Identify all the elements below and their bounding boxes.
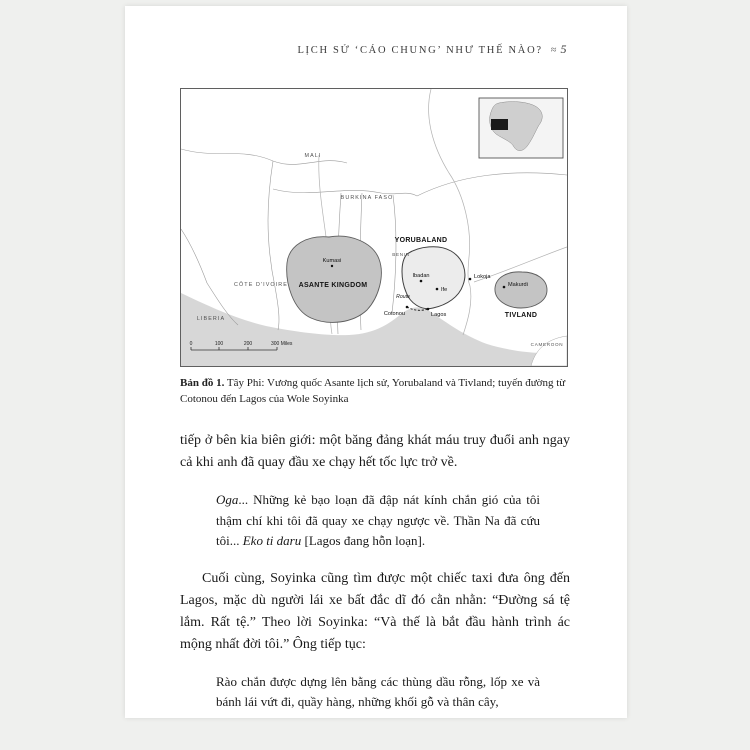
makurdi-dot <box>503 286 506 289</box>
ife-dot <box>436 288 439 291</box>
asante-region <box>287 236 382 322</box>
label-cotonou: Cotonou <box>383 311 405 317</box>
map-caption <box>180 376 568 407</box>
kumasi-dot <box>331 265 333 267</box>
paragraph-continuation: tiếp ở bên kia biên giới: một băng đảng khát máu truy đuổi anh ngay cả khi anh đã quay đầu xe chạy hết tốc lực trở về. <box>180 433 570 470</box>
scale-300-miles: 300 Miles <box>271 341 293 347</box>
yorubaland-region <box>402 247 465 309</box>
label-yorubaland: YORUBALAND <box>394 237 448 244</box>
label-lokoja: Lokoja <box>474 274 491 280</box>
label-liberia: LIBERIA <box>196 316 226 322</box>
label-cameroon: CAMEROON <box>530 342 564 347</box>
label-ibadan: Ibadan <box>412 273 430 279</box>
ibadan-dot <box>420 280 423 283</box>
label-tivland: TIVLAND <box>504 312 538 319</box>
blockquote-soyinka-2: Rào chắn được dựng lên bằng các thùng dầu rỗng, lốp xe và bánh lái vứt đi, quầy hàng, những khối gỗ và thân cây, <box>216 673 540 709</box>
label-lagos: Lagos <box>431 312 447 318</box>
lagos-dot <box>427 308 430 311</box>
label-ife: Ife <box>441 287 448 293</box>
cotonou-dot <box>406 306 409 309</box>
caption-text: Tây Phi: Vương quốc Asante lịch sử, Yorubaland và Tivland; tuyến đường từ Cotonou đến Lagos của Wole Soyinka <box>180 377 566 405</box>
label-mali: MALI <box>304 153 322 159</box>
map-figure <box>180 88 568 407</box>
tivland-region <box>495 272 547 308</box>
running-header <box>180 42 567 57</box>
lokoja-dot <box>469 278 472 281</box>
body-text <box>180 430 570 729</box>
label-route: Route <box>396 294 410 300</box>
label-benin: BENIN <box>392 252 410 257</box>
inset-map <box>479 98 563 158</box>
paragraph-main: Cuối cùng, Soyinka cũng tìm được một chiếc taxi đưa ông đến Lagos, mặc dù người lái xe bất đắc dĩ đó cằn nhằn: “Đường sá tệ lắm. Rất tệ.” Theo lời Soyinka: “Và thế là bắt đầu hành trình ác mộng nhất đời tôi.” Ông tiếp tục: <box>180 570 570 652</box>
page-number: 5 <box>560 42 567 56</box>
inset-highlight <box>491 119 508 130</box>
label-kumasi: Kumasi <box>322 258 342 264</box>
label-cote-divoire: CÔTE D'IVOIRE <box>234 282 288 288</box>
header-separator: ≈ <box>550 45 557 56</box>
book-page <box>125 6 627 718</box>
cameroon-land <box>531 336 567 366</box>
header-title: LỊCH SỬ ‘CÁO CHUNG’ NHƯ THẾ NÀO? <box>297 45 543 56</box>
west-africa-map <box>180 88 568 367</box>
blockquote-soyinka-1: Oga... Những kẻ bạo loạn đã đập nát kính chắn gió của tôi thậm chí khi tôi đã quay xe chạy ngược về. Thần Na đã cứu tôi... Eko ti daru [Lagos đang hỗn loạn]. <box>216 492 540 548</box>
scale-0: 0 <box>189 341 193 347</box>
label-burkina-faso: BURKINA FASO <box>340 195 394 201</box>
scale-100: 100 <box>214 341 224 347</box>
label-asante-kingdom: ASANTE KINGDOM <box>298 282 368 289</box>
caption-label: Bản đồ 1. <box>180 377 225 389</box>
label-makurdi: Makurdi <box>508 282 528 288</box>
scale-200: 200 <box>243 341 253 347</box>
